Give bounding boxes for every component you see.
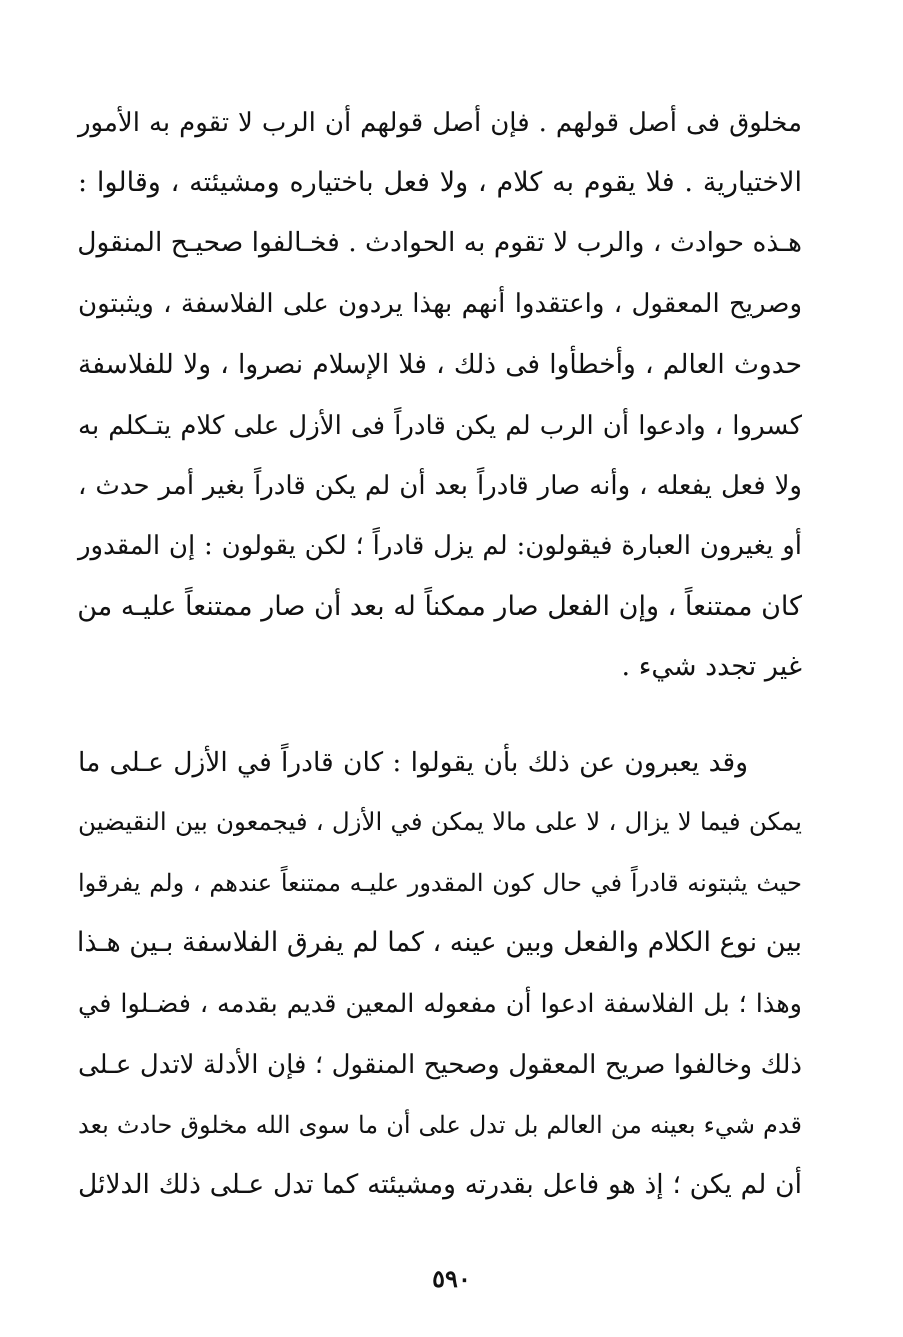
text-line: قدم شيء بعينه من العالم بل تدل على أن ما سوى الله مخلوق حادث بعد: [78, 1111, 802, 1139]
text-line: أن لم يكن ؛ إذ هو فاعل بقدرته ومشيئته كما تدل عـلى ذلك الدلائل: [78, 1169, 802, 1200]
text-line: الاختيارية . فلا يقوم به كلام ، ولا فعل باختياره ومشيئته ، وقالوا :: [78, 167, 802, 198]
text-line: هـذه حوادث ، والرب لا تقوم به الحوادث . فخـالفوا صحيـح المنقول: [77, 227, 802, 258]
text-line: مخلوق فى أصل قولهم . فإن أصل قولهم أن الرب لا تقوم به الأمور: [78, 108, 802, 138]
text-line: بين نوع الكلام والفعل وبين عينه ، كما لم يفرق الفلاسفة بـين هـذا: [76, 927, 802, 958]
text-line: كان ممتنعاً ، وإن الفعل صار ممكناً له بعد أن صار ممتنعاً عليـه من: [77, 591, 802, 622]
text-line: يمكن فيما لا يزال ، لا على مالا يمكن في الأزل ، فيجمعون بين النقيضين: [78, 807, 802, 836]
text-line: غير تجدد شيء .: [621, 651, 802, 682]
text-line: حيث يثبتونه قادراً في حال كون المقدور عليـه ممتنعاً عندهم ، ولم يفرقوا: [78, 869, 802, 897]
page-number: ٥٩٠: [432, 1264, 471, 1293]
text-line: وقد يعبرون عن ذلك بأن يقولوا : كان قادراً في الأزل عـلى ما: [78, 747, 748, 778]
text-line: أو يغيرون العبارة فيقولون: لم يزل قادراً ؛ لكن يقولون : إن المقدور: [78, 531, 802, 561]
text-line: ذلك وخالفوا صريح المعقول وصحيح المنقول ؛ فإن الأدلة لاتدل عـلى: [78, 1050, 802, 1080]
text-line: كسروا ، وادعوا أن الرب لم يكن قادراً فى الأزل على كلام يتـكلم به: [78, 411, 802, 441]
text-line: ولا فعل يفعله ، وأنه صار قادراً بعد أن لم يكن قادراً بغير أمر حدث ،: [78, 471, 802, 501]
text-line: وصريح المعقول ، واعتقدوا أنهم بهذا يردون على الفلاسفة ، ويثبتون: [78, 289, 802, 319]
text-line: حدوث العالم ، وأخطأوا فى ذلك ، فلا الإسلام نصروا ، ولا للفلاسفة: [78, 349, 802, 380]
text-line: وهذا ؛ بل الفلاسفة ادعوا أن مفعوله المعين قديم بقدمه ، فضـلوا في: [78, 989, 802, 1019]
